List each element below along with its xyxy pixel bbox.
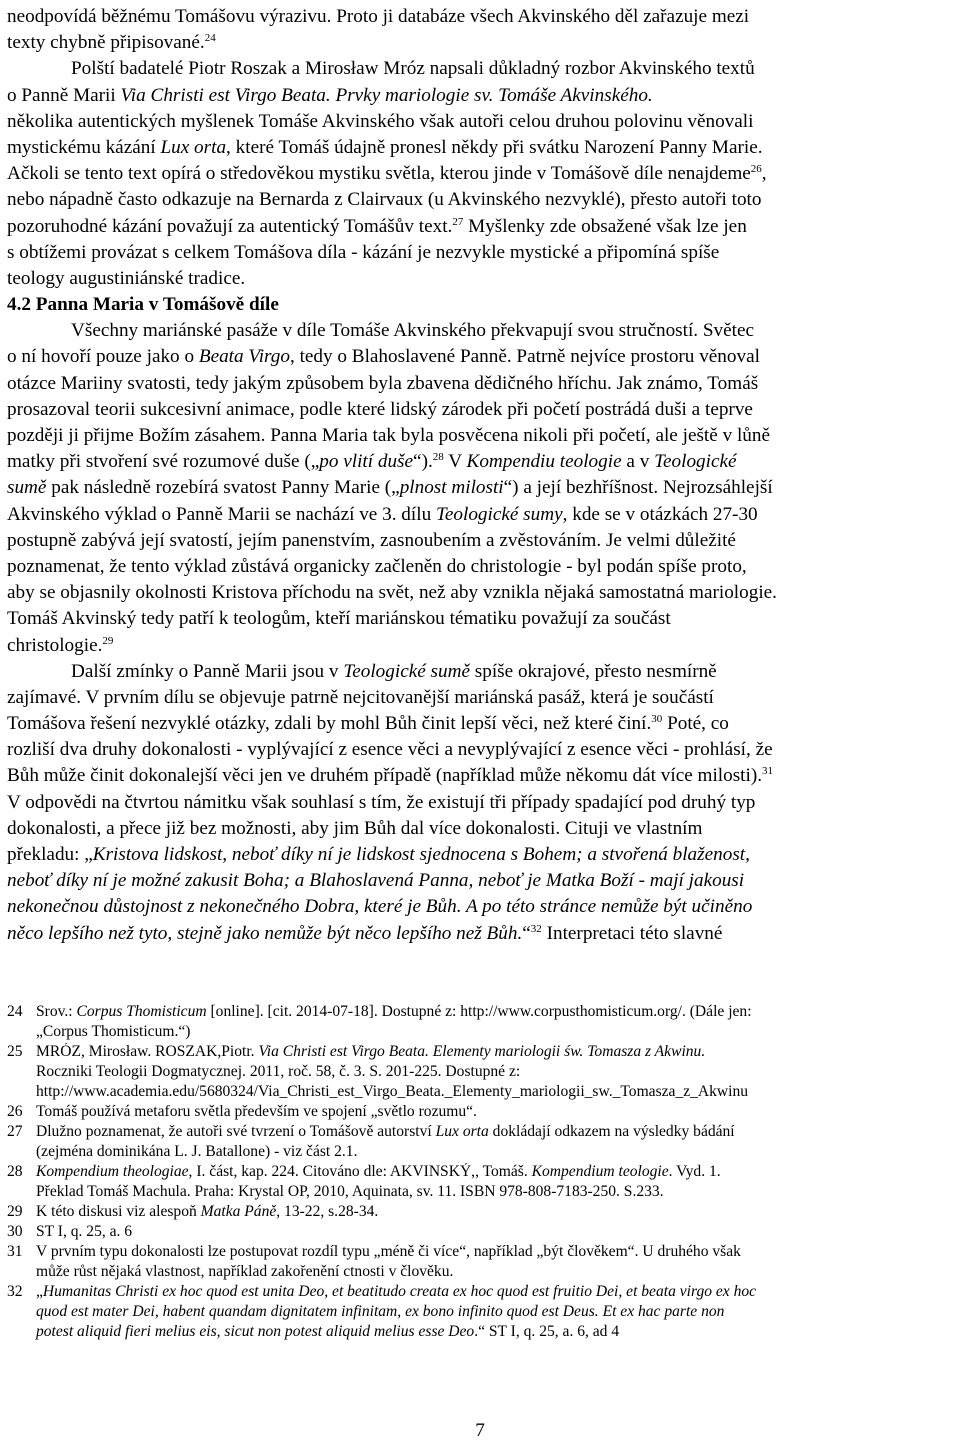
footnote-number: 24: [7, 1003, 23, 1020]
footnote-number: 26: [7, 1103, 23, 1120]
footnote-number: 32: [7, 1283, 23, 1300]
footnote-30: 30 ST I, q. 25, a. 6: [7, 1223, 133, 1240]
footnote-ref[interactable]: 29: [102, 634, 114, 647]
paragraph-line: V odpovědi na čtvrtou námitku však souhlasí s tím, že existují tři případy spadající pod druhý typ: [7, 791, 756, 813]
paragraph-line: postupně zabývá její svatostí, jejím panenstvím, zasnoubením a zvěstováním. Je velmi důležité: [7, 529, 736, 551]
footnote-ref[interactable]: 32: [530, 922, 542, 935]
paragraph-line: několika autentických myšlenek Tomáše Akvinského však autoři celou druhou polovinu věnovali: [7, 110, 754, 132]
footnote-26: 26 Tomáš používá metaforu světla především ve spojení „světlo rozumu“.: [7, 1103, 477, 1120]
paragraph-line: něco lepšího než tyto, stejně jako nemůže být něco lepšího než Bůh.“$^{32}$ Interpretaci této slavné: [7, 922, 723, 944]
footnote-ref[interactable]: 30: [651, 713, 663, 726]
footnote-ref[interactable]: 28: [432, 451, 444, 464]
footnotes: [7, 1002, 953, 1342]
footnote-24: 24 Srov.: Corpus Thomisticum [online]. [cit. 2014-07-18]. Dostupné z: http://www.corpusthomisticum.org/. (Dále jen: „Corpus Thomisticum.“): [7, 1003, 752, 1040]
footnote-number: 27: [7, 1123, 23, 1140]
paragraph-line: nekonečnou důstojnost z nekonečného Dobra, které je Bůh. A po této stránce nemůže být učiněno: [7, 896, 753, 918]
paragraph-line: nebo nápadně často odkazuje na Bernarda z Clairvaux (u Akvinského nezvyklé), přesto autoři toto: [7, 189, 762, 211]
footnote-25: 25 MRÓZ, Mirosław. ROSZAK,Piotr. Via Christi est Virgo Beata. Elementy mariologii św. Tomasza z Akwinu. Roczniki Teologii Dogmatycznej. 2011, roč. 58, č. 3. S. 201-225. Dostupné z: http://www.academia.edu/5680324/Via_Christi_est_Virgo_Beata._Elementy_mariologii_sw._Tomasza_z_Akwinu: [7, 1043, 749, 1100]
paragraph-line: Tomáš Akvinský tedy patří k teologům, kteří mariánskou tématiku považují za součást: [7, 608, 671, 630]
footnote-number: 28: [7, 1163, 23, 1180]
paragraph-line: překladu: „Kristova lidskost, neboť díky ní je lidskost sjednocena s Bohem; a stvořená blaženost,: [7, 844, 750, 865]
paragraph-line: Tomášova řešení nezvyklé otázky, zdali by mohl Bůh činit lepší věci, než které činí.$^{30}$ Poté, co: [7, 713, 729, 735]
footnote-number: 31: [7, 1243, 23, 1260]
section-heading: 4.2 Panna Maria v Tomášově díle: [7, 294, 279, 316]
footnote-ref[interactable]: 24: [204, 32, 216, 45]
paragraph-line: christologie.$^{29}$: [7, 634, 114, 656]
paragraph-line: aby se objasnily okolnosti Kristova příchodu na svět, než aby vznikla nějaká samostatná mariologie.: [7, 582, 777, 604]
paragraph-line: Ačkoli se tento text opírá o středověkou mystiku světla, kterou jinde v Tomášově díle nenajdeme$^{26}$,: [7, 163, 767, 185]
paragraph-line: s obtížemi provázat s celkem Tomášova díla - kázání je nezvykle mystické a připomíná spíše: [7, 241, 720, 263]
paragraph-line: matky při stvoření své rozumové duše („po vlití duše“).$^{28}$ V Kompendiu teologie a v Teologické: [7, 451, 737, 473]
document-page: [7, 0, 953, 1442]
footnote-url[interactable]: http://www.academia.edu/5680324/Via_Christi_est_Virgo_Beata._Elementy_mariologii_sw._Tomasza_z_Akwinu: [36, 1083, 749, 1100]
footnote-29: 29 K této diskusi viz alespoň Matka Páně, 13-22, s.28-34.: [7, 1203, 379, 1220]
page-number: 7: [475, 1420, 485, 1441]
paragraph-line: o ní hovoří pouze jako o Beata Virgo, tedy o Blahoslavené Panně. Patrně nejvíce prostoru věnoval: [7, 346, 760, 368]
footnote-32: 32 „Humanitas Christi ex hoc quod est unita Deo, et beatitudo creata ex hoc quod est fruitio Dei, et beata virgo ex hoc quod est mater Dei, habent quandam dignitatem infinitam, ex bono infinito quod est Deus. Et ex hac parte non potest aliquid fieri melius eis, sicut non potest aliquid melius esse Deo.“ ST I, q. 25, a. 6, ad 4: [7, 1283, 757, 1340]
footnote-ref[interactable]: 26: [750, 163, 762, 176]
paragraph-line: dokonalosti, a přece již bez možnosti, aby jim Bůh dal více dokonalosti. Cituji ve vlastním: [7, 817, 703, 839]
paragraph-line: neodpovídá běžnému Tomášovu výrazivu. Proto ji databáze všech Akvinského děl zařazuje mezi: [7, 6, 750, 27]
footnote-ref[interactable]: 31: [762, 765, 774, 778]
footnote-27: 27 Dlužno poznamenat, že autoři své tvrzení o Tomášově autorství Lux orta dokládají odkazem na výsledky bádání (zejména dominikána L. J. Batallone) - viz část 2.1.: [7, 1123, 735, 1160]
footnote-31: 31 V prvním typu dokonalosti lze postupovat rozdíl typu „méně či více“, například „být člověkem“. U druhého však může růst nějaká vlastnost, například zakořenění ctnosti v člověku.: [7, 1243, 741, 1280]
body-text: [7, 4, 777, 947]
footnote-number: 29: [7, 1203, 23, 1220]
paragraph-line: rozliší dva druhy dokonalosti - vyplývající z esence věci a nevyplývající z esence věci - prohlásí, že: [7, 739, 773, 761]
paragraph-line: o Panně Marii Via Christi est Virgo Beata. Prvky mariologie sv. Tomáše Akvinského.: [7, 84, 653, 106]
footnote-number: 25: [7, 1043, 23, 1060]
paragraph-line: Všechny mariánské pasáže v díle Tomáše Akvinského překvapují svou stručností. Světec: [71, 320, 755, 342]
paragraph-line: Další zmínky o Panně Marii jsou v Teologické sumě spíše okrajové, přesto nesmírně: [71, 660, 717, 682]
paragraph-line: sumě pak následně rozebírá svatost Panny Marie („plnost milosti“) a její bezhříšnost. Nejrozsáhlejší: [7, 477, 773, 499]
paragraph-line: Polští badatelé Piotr Roszak a Mirosław Mróz napsali důkladný rozbor Akvinského textů: [71, 58, 755, 80]
paragraph-line: mystickému kázání Lux orta, které Tomáš údajně pronesl někdy při svátku Narození Panny Marie.: [7, 136, 763, 158]
footnote-ref[interactable]: 27: [452, 215, 464, 228]
paragraph-line: otázce Mariiny svatosti, tedy jakým způsobem byla zbavena dědičného hříchu. Jak známo, Tomáš: [7, 372, 759, 394]
paragraph-line: teology augustiniánské tradice.: [7, 267, 246, 289]
footnote-28: 28 Kompendium theologiae, I. část, kap. 224. Citováno dle: AKVINSKÝ,, Tomáš. Kompendium teologie. Vyd. 1. Překlad Tomáš Machula. Praha: Krystal OP, 2010, Aquinata, sv. 11. ISBN 978-808-7183-250. S.233.: [7, 1163, 721, 1200]
paragraph-line: zajímavé. V prvním dílu se objevuje patrně nejcitovanější mariánská pasáž, která je součástí: [7, 686, 714, 708]
paragraph-line: Akvinského výklad o Panně Marii se nachází ve 3. dílu Teologické sumy, kde se v otázkách 27-30: [7, 503, 758, 525]
footnote-number: 30: [7, 1223, 23, 1240]
paragraph-line: později ji přijme Božím zásahem. Panna Maria tak byla posvěcena nikoli při početí, ale ještě v lůně: [7, 425, 770, 446]
paragraph-line: poznamenat, že tento výklad zůstává organicky začleněn do christologie - byl podán spíše proto,: [7, 555, 747, 577]
paragraph-line: Bůh může činit dokonalejší věci jen ve druhém případě (například může někomu dát více milosti).$^{31}$: [7, 765, 774, 787]
paragraph-line: pozoruhodné kázání považují za autentický Tomášův text.$^{27}$ Myšlenky zde obsažené však lze jen: [7, 215, 747, 237]
paragraph-line: neboť díky ní je možné zakusit Boha; a Blahoslavená Panna, neboť je Matka Boží - mají jakousi: [7, 870, 745, 892]
paragraph-line: texty chybně připisované.$^{24}$: [7, 32, 216, 54]
paragraph-line: prosazoval teorii sukcesivní animace, podle které lidský zárodek při početí postrádá duši a teprve: [7, 398, 753, 420]
